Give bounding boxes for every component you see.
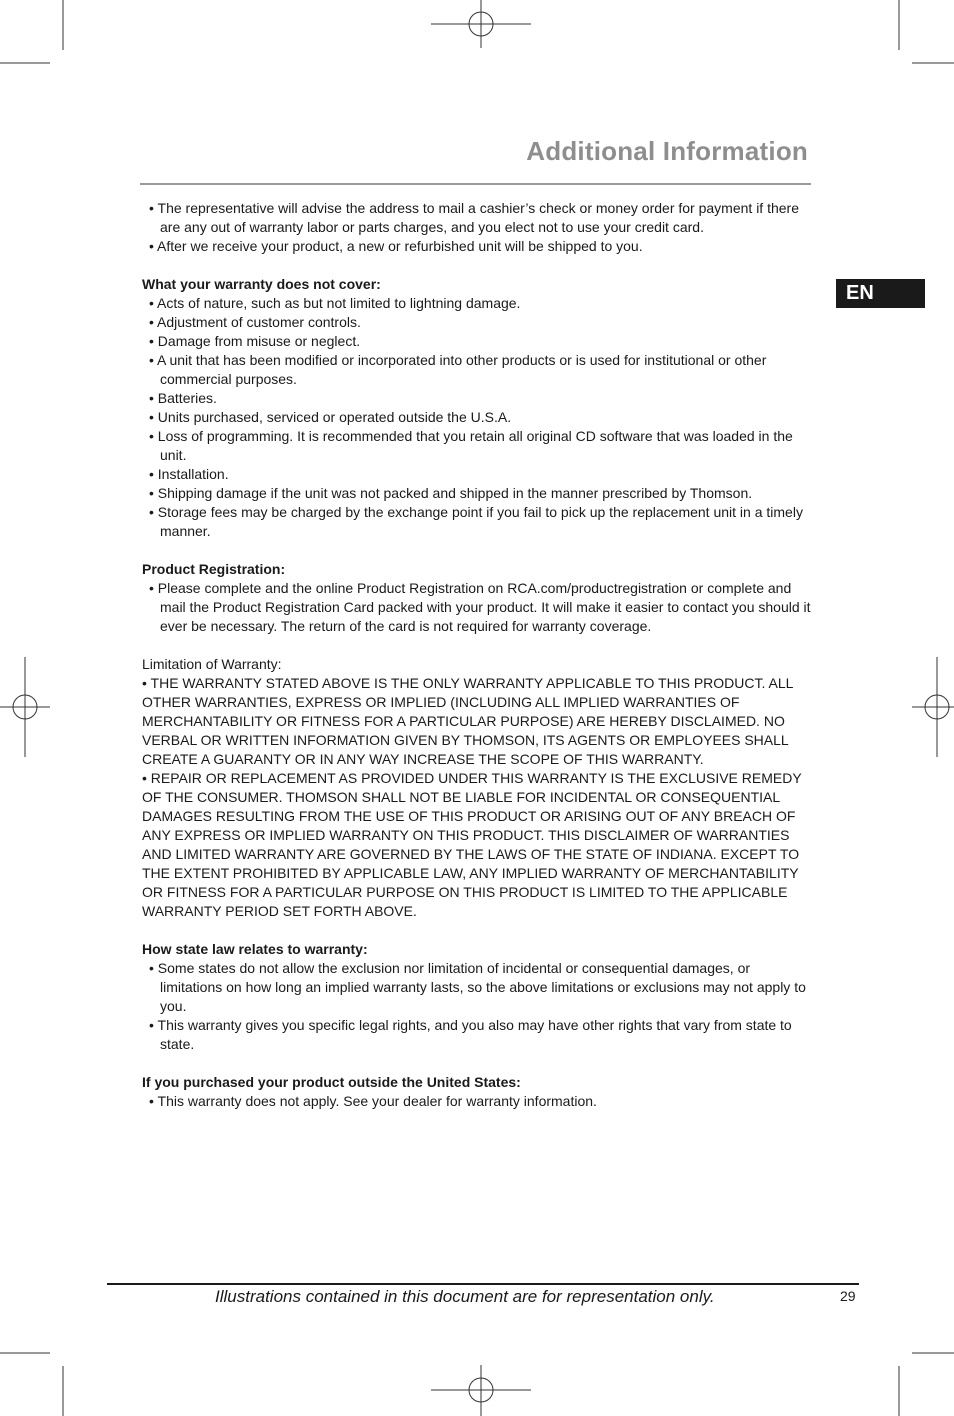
list-item: • Installation.: [149, 466, 229, 482]
list-item: • Shipping damage if the unit was not packed and shipped in the manner prescribed by Thomson.: [149, 485, 753, 501]
language-tab: EN: [836, 279, 925, 308]
list-item: • Batteries.: [149, 390, 217, 406]
warranty-content: [142, 199, 812, 1111]
list-item: • Loss of programming. It is recommended that you retain all original CD software that was loaded in the unit.: [149, 428, 793, 463]
section-heading-registration: Product Registration:: [142, 561, 286, 577]
title-divider: [140, 183, 811, 185]
registration-mark-bottom: [431, 1365, 531, 1416]
intro-item: • The representative will advise the address to mail a cashier’s check or money order for payment if there are any out of warranty labor or parts charges, and you elect not to use your credit card.: [149, 200, 799, 235]
registration-mark-right: [912, 657, 954, 757]
section-heading-outside-us: If you purchased your product outside the United States:: [142, 1074, 521, 1090]
list-item: • Some states do not allow the exclusion nor limitation of incidental or consequential damages, or limitations on how long an implied warranty lasts, so the above limitations or exclusions may not apply to you.: [149, 960, 806, 1014]
limitation-paragraph: • THE WARRANTY STATED ABOVE IS THE ONLY WARRANTY APPLICABLE TO THIS PRODUCT. ALL OTHER WARRANTIES, EXPRESS OR IMPLIED (INCLUDING ALL IMPLIED WARRANTIES OF MERCHANTABILITY OR FITNESS FOR A PARTICULAR PURPOSE) ARE HEREBY DISCLAIMED. NO VERBAL OR WRITTEN INFORMATION GIVEN BY THOMSON, ITS AGENTS OR EMPLOYEES SHALL CREATE A GUARANTY OR IN ANY WAY INCREASE THE SCOPE OF THIS WARRANTY.: [142, 675, 793, 767]
list-item: • Acts of nature, such as but not limited to lightning damage.: [149, 295, 521, 311]
section-heading-limitation: Limitation of Warranty:: [142, 656, 282, 672]
limitation-paragraph: • REPAIR OR REPLACEMENT AS PROVIDED UNDER THIS WARRANTY IS THE EXCLUSIVE REMEDY OF THE CONSUMER. THOMSON SHALL NOT BE LIABLE FOR INCIDENTAL OR CONSEQUENTIAL DAMAGES RESULTING FROM THE USE OF THIS PRODUCT OR ARISING OUT OF ANY BREACH OF ANY EXPRESS OR IMPLIED WARRANTY ON THIS PRODUCT. THIS DISCLAIMER OF WARRANTIES AND LIMITED WARRANTY ARE GOVERNED BY THE LAWS OF THE STATE OF INDIANA. EXCEPT TO THE EXTENT PROHIBITED BY APPLICABLE LAW, ANY IMPLIED WARRANTY OF MERCHANTABILITY OR FITNESS FOR A PARTICULAR PURPOSE ON THIS PRODUCT IS LIMITED TO THE APPLICABLE WARRANTY PERIOD SET FORTH ABOVE.: [142, 770, 802, 919]
footer-divider: [107, 1283, 859, 1285]
list-item: • Adjustment of customer controls.: [149, 314, 361, 330]
list-item: • This warranty gives you specific legal rights, and you also may have other rights that vary from state to state.: [149, 1017, 792, 1052]
section-heading-not-covered: What your warranty does not cover:: [142, 276, 381, 292]
list-item: • This warranty does not apply. See your dealer for warranty information.: [149, 1093, 597, 1109]
list-item: • Damage from misuse or neglect.: [149, 333, 361, 349]
list-item: • Storage fees may be charged by the exchange point if you fail to pick up the replacement unit in a timely manner.: [149, 504, 803, 539]
list-item: • Units purchased, serviced or operated outside the U.S.A.: [149, 409, 512, 425]
page-title: Additional Information: [526, 136, 808, 166]
list-item: • Please complete and the online Product Registration on RCA.com/productregistration or complete and mail the Product Registration Card packed with your product. It will make it easier to contact you should it ever be necessary. The return of the card is not required for warranty coverage.: [149, 580, 811, 634]
footer-note: Illustrations contained in this document are for representation only.: [215, 1287, 715, 1306]
list-item: • A unit that has been modified or incorporated into other products or is used for institutional or other commercial purposes.: [149, 352, 767, 387]
intro-item: • After we receive your product, a new or refurbished unit will be shipped to you.: [149, 238, 643, 254]
section-heading-state-law: How state law relates to warranty:: [142, 941, 368, 957]
registration-mark-left: [0, 657, 50, 757]
registration-mark-top: [431, 0, 531, 48]
page-number: 29: [840, 1288, 856, 1304]
